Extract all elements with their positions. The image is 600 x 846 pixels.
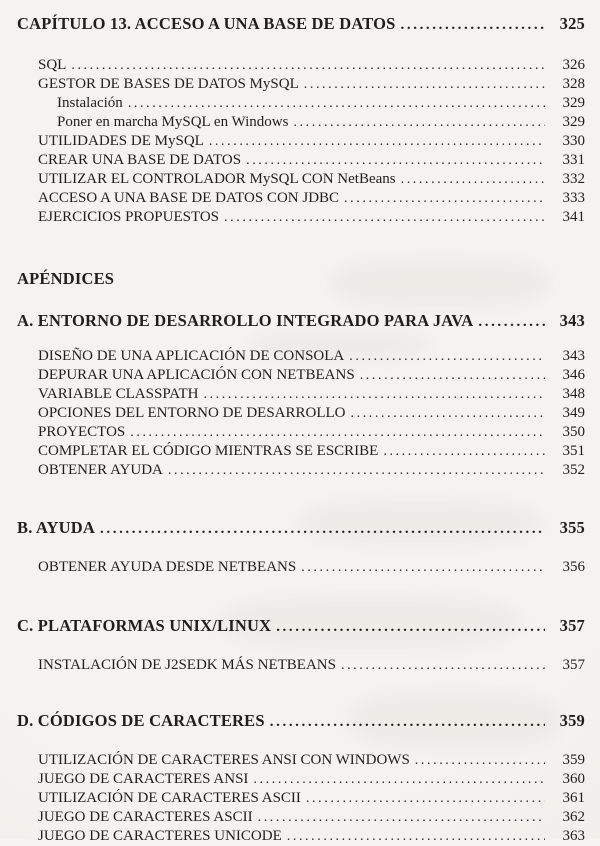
toc-entry xyxy=(17,94,585,113)
toc-entry xyxy=(17,75,585,94)
toc-entry xyxy=(17,751,585,770)
page-number: 332 xyxy=(562,171,585,187)
dot-leader xyxy=(401,170,545,189)
page-number: 362 xyxy=(562,809,585,825)
toc-entry xyxy=(17,808,585,827)
toc-heading xyxy=(17,269,585,288)
page-number: 343 xyxy=(562,348,585,364)
dot-leader xyxy=(349,347,545,366)
dot-leader xyxy=(203,385,545,404)
dot-leader xyxy=(71,56,545,75)
dot-leader xyxy=(270,713,545,732)
toc-block-apendice-a xyxy=(17,311,585,480)
dot-leader xyxy=(301,558,545,577)
toc-entry xyxy=(17,189,585,208)
page-number: 357 xyxy=(562,657,585,673)
toc-entry xyxy=(17,151,585,170)
toc-entry-title: UTILIZAR EL CONTROLADOR MySQL CON NetBeans xyxy=(38,171,396,187)
toc-heading-title: A. ENTORNO DE DESARROLLO INTEGRADO PARA JAVA xyxy=(17,311,474,330)
page-number: 359 xyxy=(559,711,585,730)
page-number: 330 xyxy=(562,133,585,149)
toc-entry-title: PROYECTOS xyxy=(38,424,126,440)
toc-entry xyxy=(17,208,585,227)
dot-leader xyxy=(209,132,545,151)
toc-entry-title: COMPLETAR EL CÓDIGO MIENTRAS SE ESCRIBE xyxy=(38,443,379,459)
toc-entry xyxy=(17,442,585,461)
page-number: 359 xyxy=(562,752,585,768)
page-number: 363 xyxy=(562,828,585,844)
dot-leader xyxy=(304,75,545,94)
dot-leader xyxy=(253,770,545,789)
toc-entry-title: JUEGO DE CARACTERES UNICODE xyxy=(38,828,282,844)
toc-block-apendice-d xyxy=(17,711,585,846)
toc-block-capitulo-13 xyxy=(17,14,585,227)
toc-block-apendices xyxy=(17,269,585,288)
toc-entry-title: DISEÑO DE UNA APLICACIÓN DE CONSOLA xyxy=(38,348,345,364)
page-number: 349 xyxy=(562,405,585,421)
toc-heading xyxy=(17,518,585,539)
toc-entry-title: Instalación xyxy=(57,95,123,111)
toc-entry-title: JUEGO DE CARACTERES ANSI xyxy=(38,771,249,787)
dot-leader xyxy=(341,656,545,675)
toc-entry xyxy=(17,347,585,366)
toc-entry-title: OPCIONES DEL ENTORNO DE DESARROLLO xyxy=(38,405,346,421)
dot-leader xyxy=(351,404,546,423)
toc-entry-title: INSTALACIÓN DE J2SEDK MÁS NETBEANS xyxy=(38,657,336,673)
dot-leader xyxy=(415,751,545,770)
toc-entry xyxy=(17,656,585,675)
dot-leader xyxy=(100,520,545,539)
toc-block-apendice-c xyxy=(17,616,585,675)
toc-heading xyxy=(17,616,585,637)
page-number: 328 xyxy=(562,76,585,92)
page-number: 350 xyxy=(562,424,585,440)
dot-leader xyxy=(246,151,545,170)
page-number: 348 xyxy=(562,386,585,402)
toc-entry-title: UTILIZACIÓN DE CARACTERES ASCII xyxy=(38,790,301,806)
toc-heading xyxy=(17,311,585,332)
toc-entry-title: UTILIDADES DE MySQL xyxy=(38,133,204,149)
toc-entry xyxy=(17,423,585,442)
page-number: 329 xyxy=(562,95,585,111)
toc-entry xyxy=(17,132,585,151)
dot-leader xyxy=(344,189,545,208)
toc-block-apendice-b xyxy=(17,518,585,577)
page-number: 355 xyxy=(559,518,585,537)
toc-heading xyxy=(17,14,585,35)
page-number: 333 xyxy=(562,190,585,206)
dot-leader xyxy=(168,461,545,480)
page-number: 361 xyxy=(562,790,585,806)
toc-entry xyxy=(17,827,585,846)
page-number: 326 xyxy=(562,57,585,73)
toc-entry-title: Poner en marcha MySQL en Windows xyxy=(57,114,289,130)
toc-entry-title: SQL xyxy=(38,57,67,73)
toc-entry xyxy=(17,56,585,75)
page-number: 351 xyxy=(562,443,585,459)
toc-entry-title: ACCESO A UNA BASE DE DATOS CON JDBC xyxy=(38,190,340,206)
toc-entry xyxy=(17,789,585,808)
toc-entry-title: OBTENER AYUDA DESDE NETBEANS xyxy=(38,559,297,575)
toc-entry xyxy=(17,385,585,404)
page-number: 343 xyxy=(559,311,585,330)
toc-entry xyxy=(17,366,585,385)
dot-leader xyxy=(360,366,545,385)
toc-heading-title: APÉNDICES xyxy=(17,269,115,288)
toc-entry-title: OBTENER AYUDA xyxy=(38,462,163,478)
dot-leader xyxy=(383,442,545,461)
dot-leader xyxy=(224,208,545,227)
toc-entry xyxy=(17,770,585,789)
toc-entry-title: UTILIZACIÓN DE CARACTERES ANSI CON WINDOWS xyxy=(38,752,410,768)
page-number: 329 xyxy=(562,114,585,130)
toc-entry xyxy=(17,113,585,132)
dot-leader xyxy=(276,618,545,637)
dot-leader xyxy=(128,94,545,113)
toc-entry xyxy=(17,170,585,189)
toc-entry xyxy=(17,404,585,423)
toc-heading xyxy=(17,711,585,732)
page-number: 356 xyxy=(562,559,585,575)
toc-entry-title: JUEGO DE CARACTERES ASCII xyxy=(38,809,253,825)
toc-entry-title: EJERCICIOS PROPUESTOS xyxy=(38,209,220,225)
dot-leader xyxy=(287,827,545,846)
page-number: 346 xyxy=(562,367,585,383)
toc-entry-title: GESTOR DE BASES DE DATOS MySQL xyxy=(38,76,299,92)
toc-heading-title: B. AYUDA xyxy=(17,518,96,537)
dot-leader xyxy=(401,16,545,35)
dot-leader xyxy=(478,313,545,332)
page-number: 341 xyxy=(562,209,585,225)
toc-entry-title: CREAR UNA BASE DE DATOS xyxy=(38,152,242,168)
toc-heading-title: C. PLATAFORMAS UNIX/LINUX xyxy=(17,616,272,635)
dot-leader xyxy=(130,423,545,442)
toc-entry xyxy=(17,558,585,577)
toc-entry-title: VARIABLE CLASSPATH xyxy=(38,386,199,402)
page-number: 325 xyxy=(559,14,585,33)
page-number: 331 xyxy=(562,152,585,168)
page-number: 357 xyxy=(559,616,585,635)
toc-heading-title: D. CÓDIGOS DE CARACTERES xyxy=(17,711,265,730)
dot-leader xyxy=(258,808,545,827)
dot-leader xyxy=(306,789,545,808)
dot-leader xyxy=(293,113,545,132)
page-number: 360 xyxy=(562,771,585,787)
toc-entry-title: DEPURAR UNA APLICACIÓN CON NETBEANS xyxy=(38,367,355,383)
toc-heading-title: CAPÍTULO 13. ACCESO A UNA BASE DE DATOS xyxy=(17,14,396,33)
toc-entry xyxy=(17,461,585,480)
page-number: 352 xyxy=(562,462,585,478)
